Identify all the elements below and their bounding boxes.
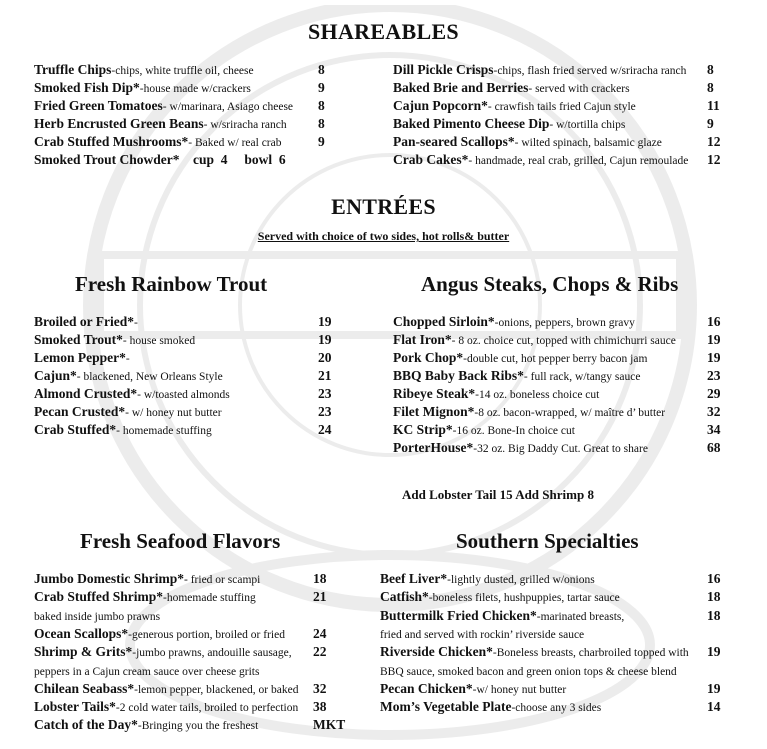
menu-item [393, 331, 676, 350]
menu-item-name: Lobster Tails* [34, 699, 116, 715]
menu-item-name: Almond Crusted* [34, 386, 138, 401]
menu-item-description: fried and served with rockin’ riverside sauce [380, 628, 585, 641]
menu-item-price: 23 [318, 386, 332, 401]
menu-item-name: Smoked Fish Dip* [34, 80, 140, 95]
menu-item-name: Crab Stuffed Shrimp* [34, 589, 164, 605]
menu-item [34, 403, 222, 422]
addon-line: Add Lobster Tail 15 Add Shrimp 8 [402, 487, 594, 502]
menu-item-price: 8 [318, 116, 325, 131]
menu-item [380, 698, 601, 717]
menu-item-price: 18 [707, 589, 721, 605]
menu-item [34, 349, 130, 368]
menu-item-description: -house made w/crackers [139, 83, 251, 95]
menu-item [34, 698, 298, 717]
menu-item-name: Jumbo Domestic Shrimp* [34, 571, 185, 586]
menu-item-name: Pork Chop* [393, 350, 464, 365]
menu-item-price: 68 [707, 440, 721, 455]
menu-item-description: -32 oz. Big Daddy Cut. Great to share [473, 443, 648, 455]
menu-item [393, 115, 625, 134]
menu-item-name: Dill Pickle Crisps [393, 62, 494, 77]
menu-item-name: Ribeye Steak* [393, 386, 476, 401]
menu-item-name: Buttermilk Fried Chicken* [380, 607, 537, 623]
menu-item-name: Baked Brie and Berries [393, 80, 529, 95]
menu-item-description: - crawfish tails fried Cajun style [487, 101, 636, 113]
menu-item-name: Cajun* [34, 368, 77, 383]
entrees-subtitle: Served with choice of two sides, hot rolls& butter [257, 229, 510, 243]
menu-item-description: - house smoked [122, 335, 196, 347]
menu-item-price: 38 [313, 699, 327, 715]
menu-item-name: BBQ Baby Back Ribs* [393, 368, 524, 383]
menu-item-description: -Boneless breasts, charbroiled topped with [492, 647, 689, 660]
menu-item-name: Herb Encrusted Green Beans [34, 116, 204, 131]
menu-item [34, 643, 292, 662]
menu-item-name: Chilean Seabass* [34, 680, 135, 696]
menu-item-price: 21 [318, 368, 332, 383]
menu-item [380, 662, 677, 681]
menu-item [393, 439, 648, 458]
menu-item-description: -homemade stuffing [163, 592, 256, 605]
menu-item-price: 34 [707, 422, 721, 437]
menu-item-description: - fried or scampi [184, 574, 261, 586]
menu-item-price: 11 [707, 98, 720, 113]
menu-item-price: 16 [707, 571, 721, 586]
menu-item-name: Lemon Pepper* [34, 350, 126, 365]
menu-item-description: - [125, 353, 130, 365]
menu-item-description: -chips, flash fried served w/sriracha ranch [493, 65, 687, 77]
menu-item-price: 24 [313, 625, 327, 641]
menu-item-name: Crab Cakes* [393, 152, 469, 167]
entrees-heading: ENTRÉES [331, 194, 436, 219]
menu-item-name: Pan-seared Scallops* [393, 134, 515, 149]
menu-item-price: 18 [707, 607, 721, 623]
menu-item-description: - [134, 317, 138, 329]
menu-item-price: 8 [707, 62, 714, 77]
menu-item-name: Broiled or Fried* [34, 314, 134, 329]
menu-item-description: - 8 oz. choice cut, topped with chimichurri sauce [451, 335, 676, 347]
menu-item [393, 313, 635, 332]
menu-item-price: 9 [707, 116, 714, 131]
menu-item-price: 19 [318, 332, 332, 347]
menu-item [393, 61, 686, 80]
menu-item [393, 421, 575, 440]
menu-item-description: - w/toasted almonds [137, 389, 230, 401]
menu-item-description: - served with crackers [528, 83, 630, 95]
menu-item-price: 8 [318, 62, 325, 77]
menu-item-price: 12 [707, 152, 721, 167]
menu-item-price: 19 [707, 680, 721, 696]
menu-item-price: 16 [707, 314, 721, 329]
menu-item-description: -lightly dusted, grilled w/onions [447, 574, 595, 586]
steaks-heading: Angus Steaks, Chops & Ribs [421, 272, 679, 296]
menu-item-description: -generous portion, broiled or fried [128, 628, 285, 641]
menu-item [380, 625, 584, 644]
menu-item-description: - Baked w/ real crab [188, 137, 282, 149]
menu-item-name: Fried Green Tomatoes [34, 98, 163, 113]
menu-item-name: KC Strip* [393, 422, 453, 437]
menu-item [34, 421, 212, 440]
menu-item-name: Catfish* [380, 589, 429, 605]
menu-item-price: 29 [707, 386, 721, 401]
menu-item-name: Pecan Crusted* [34, 404, 126, 419]
menu-item-price: 32 [707, 404, 721, 419]
seafood-heading: Fresh Seafood Flavors [80, 529, 281, 553]
menu-item [34, 680, 298, 699]
menu-item [393, 79, 630, 98]
menu-item-description: -Bringing you the freshest [137, 720, 259, 733]
menu-item [34, 115, 287, 134]
menu-item-description: -double cut, hot pepper berry bacon jam [463, 353, 648, 365]
menu-item-description: -lemon pepper, blackened, or baked [134, 683, 299, 696]
menu-item [34, 97, 293, 116]
menu-item [34, 716, 258, 735]
menu-item [34, 385, 230, 404]
menu-item-price: 9 [318, 80, 325, 95]
menu-item-description: peppers in a Cajun cream sauce over cheese grits [34, 665, 260, 678]
menu-item [380, 607, 624, 626]
menu-item-name: Smoked Trout* [34, 332, 123, 347]
menu-item-name: Cajun Popcorn* [393, 98, 488, 113]
menu-item-description: -16 oz. Bone-In choice cut [452, 425, 575, 437]
menu-item-price: MKT [313, 717, 346, 733]
menu-item-description: -2 cold water tails, broiled to perfection [115, 702, 299, 715]
menu-item [393, 403, 665, 422]
menu-item-price: 21 [313, 589, 327, 605]
trout-heading: Fresh Rainbow Trout [75, 272, 268, 296]
menu-item-description: -choose any 3 sides [511, 702, 602, 715]
menu-item-price: 24 [318, 422, 332, 437]
menu-item-description: - blackened, New Orleans Style [76, 371, 223, 383]
menu-item-price: 9 [318, 134, 325, 149]
menu-item [380, 570, 595, 589]
menu-item [34, 61, 254, 80]
menu-item [380, 643, 689, 662]
menu-item [34, 133, 282, 152]
menu-item [34, 367, 223, 386]
menu-item [393, 97, 636, 116]
menu-item-name: Filet Mignon* [393, 404, 475, 419]
menu-item [34, 331, 195, 350]
menu-item-name: Pecan Chicken* [380, 680, 473, 696]
menu-item [393, 367, 640, 386]
menu-item-description: -onions, peppers, brown gravy [494, 317, 635, 329]
menu-item-price: 23 [318, 404, 332, 419]
menu-item-description: -14 oz. boneless choice cut [475, 389, 600, 401]
menu-item-name: Shrimp & Grits* [34, 644, 133, 660]
menu-item-name: Riverside Chicken* [380, 644, 493, 660]
menu-item [34, 570, 260, 589]
menu-item-name: Truffle Chips [34, 62, 112, 77]
menu-item-name: Catch of the Day* [34, 717, 138, 733]
menu-item-description: - full rack, w/tangy sauce [523, 371, 641, 383]
shareables-heading: SHAREABLES [308, 19, 459, 44]
menu-item [393, 349, 647, 368]
menu-item-description: cup 4 bowl 6 [179, 152, 286, 167]
menu-item-description: - wilted spinach, balsamic glaze [514, 137, 662, 149]
menu-item [380, 680, 566, 699]
menu-item-name: Crab Stuffed* [34, 422, 117, 437]
menu-item-name: Baked Pimento Cheese Dip [393, 116, 550, 131]
menu-item-name: Flat Iron* [393, 332, 452, 347]
menu-item-description: -w/ honey nut butter [472, 683, 567, 696]
menu-item-description: - w/tortilla chips [549, 119, 626, 131]
southern-heading: Southern Specialties [456, 529, 639, 553]
menu-item-name: PorterHouse* [393, 440, 474, 455]
menu-item-name: Smoked Trout Chowder* [34, 152, 180, 167]
menu-item-description: - w/ honey nut butter [125, 407, 222, 419]
menu-item-price: 14 [707, 699, 721, 715]
menu-item-name: Chopped Sirloin* [393, 314, 495, 329]
menu-item-description: -chips, white truffle oil, cheese [111, 65, 254, 77]
menu-item-description: - handmade, real crab, grilled, Cajun remoulade [468, 155, 689, 167]
menu-item-price: 19 [318, 314, 332, 329]
menu-item-price: 8 [707, 80, 714, 95]
menu-item-price: 18 [313, 571, 327, 586]
menu-item [34, 151, 286, 169]
menu-item-name: Mom’s Vegetable Plate [380, 699, 512, 715]
menu-item [34, 313, 138, 332]
menu-item-name: Crab Stuffed Mushrooms* [34, 134, 189, 149]
menu-item [393, 133, 662, 152]
menu-item-price: 19 [707, 644, 721, 660]
menu-item [393, 151, 688, 170]
menu-item [393, 385, 599, 404]
menu-item-description: -8 oz. bacon-wrapped, w/ maître d’ butter [474, 407, 666, 419]
menu-item-price: 32 [313, 680, 327, 696]
menu-item-price: 22 [313, 644, 327, 660]
menu-item [34, 625, 285, 644]
menu-item-description: -marinated breasts, [536, 610, 625, 623]
menu-item-price: 19 [707, 332, 721, 347]
menu-item-description: BBQ sauce, smoked bacon and green onion tops & cheese blend [380, 665, 677, 678]
menu-item [34, 79, 251, 98]
menu-item-description: - w/sriracha ranch [203, 119, 287, 131]
menu-item-description: baked inside jumbo prawns [34, 610, 161, 623]
menu-item-name: Ocean Scallops* [34, 625, 129, 641]
menu-item [34, 662, 259, 681]
menu-item-description: - w/marinara, Asiago cheese [162, 101, 294, 113]
menu-item [34, 588, 256, 607]
menu-item-price: 20 [318, 350, 332, 365]
menu-item-price: 8 [318, 98, 325, 113]
menu-item-price: 23 [707, 368, 721, 383]
menu-item-price: 19 [707, 350, 721, 365]
menu-item-description: - homemade stuffing [116, 425, 212, 437]
menu-item [380, 588, 620, 607]
menu-item-description: -boneless filets, hushpuppies, tartar sauce [428, 592, 620, 605]
menu-item-price: 12 [707, 134, 721, 149]
menu-item-name: Beef Liver* [380, 571, 448, 586]
menu-item-description: -jumbo prawns, andouille sausage, [132, 647, 292, 660]
menu-item [34, 607, 160, 626]
